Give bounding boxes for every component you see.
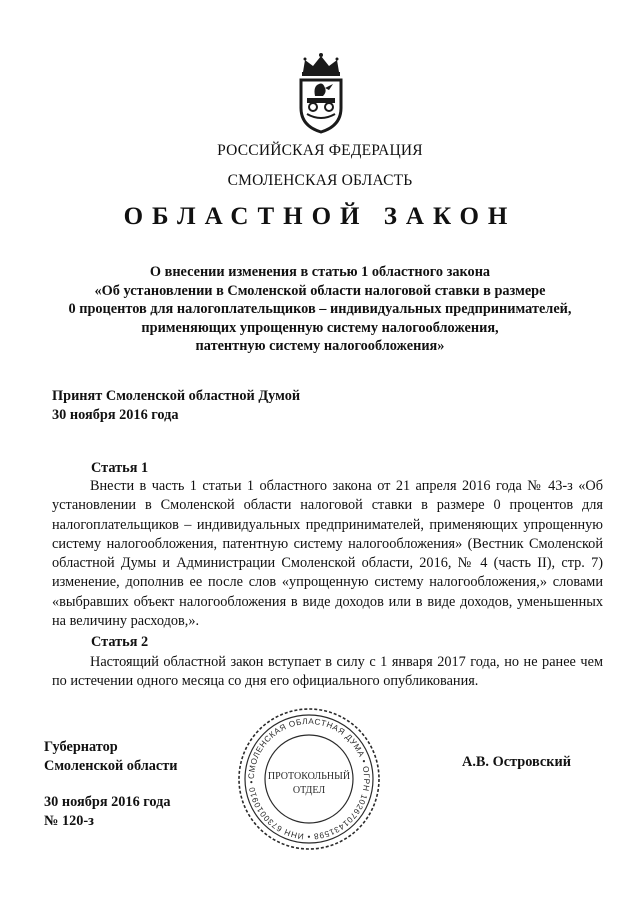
- law-title-line: патентную систему налогообложения»: [195, 338, 445, 355]
- law-date-number: [44, 793, 171, 831]
- article-2-title: Статья 2: [91, 634, 149, 650]
- law-title-line: применяющих упрощенную систему налогообложения,: [141, 319, 499, 336]
- seal-ring-text: СМОЛЕНСКАЯ ОБЛАСТНАЯ ДУМА • ОГРН 1026701431598 • ИНН 6730010910 •: [246, 716, 372, 842]
- region-name: СМОЛЕНСКАЯ ОБЛАСТЬ: [227, 172, 413, 189]
- document-type: ОБЛАСТНОЙ ЗАКОН: [123, 203, 517, 230]
- article-1-text: [52, 477, 603, 631]
- law-title-line: 0 процентов для налогоплательщиков – индивидуальных предпринимателей,: [68, 301, 572, 318]
- law-title-line: «Об установлении в Смоленской области налоговой ставки в размере: [94, 282, 546, 299]
- article-1-paragraph: Внести в часть 1 статьи 1 областного закона от 21 апреля 2016 года № 43-з «Об установлении в Смоленской области налоговой ставки в размере 0 процентов для налогоплательщиков – индивидуальных предпринимателей, применяющих упрощенную систему налогообложения, патентную систему налогообложения» (Вестник Смоленской областной Думы и Администрации Смоленской области, 2016, № 4 (часть II), стр. 7) изменение, дополнив ее после слов «упрощенную систему налогообложения,» словами «выбравших объект налогообложения в виде доходов или в виде доходов, уменьшенных на величину расходов,».: [52, 478, 603, 630]
- seal-center-line: ПРОТОКОЛЬНЫЙ: [267, 771, 351, 782]
- smolensk-coat-of-arms-icon: [289, 52, 353, 136]
- official-seal-stamp: [236, 706, 382, 852]
- article-2-paragraph: Настоящий областной закон вступает в силу с 1 января 2017 года, но не ранее чем по истечении одного месяца со дня его официального опубликования.: [52, 654, 603, 690]
- signatory-name: А.В. Островский: [462, 754, 571, 770]
- adoption-body: Принят Смоленской областной Думой: [52, 388, 301, 404]
- article-1-title: Статья 1: [91, 460, 149, 476]
- law-title-line: О внесении изменения в статью 1 областного закона: [149, 264, 491, 280]
- article-2-text: [52, 653, 603, 692]
- signatory-position-line: Смоленской области: [44, 758, 178, 774]
- country-name: РОССИЙСКАЯ ФЕДЕРАЦИЯ: [217, 142, 423, 159]
- law-date: 30 ноября 2016 года: [44, 794, 171, 810]
- signatory-position-line: Губернатор: [44, 739, 118, 755]
- adoption-note: [52, 387, 300, 425]
- adoption-date: 30 ноября 2016 года: [52, 407, 179, 423]
- seal-center-line: ОТДЕЛ: [292, 785, 326, 796]
- law-number: № 120-з: [44, 813, 94, 829]
- law-title: [30, 263, 610, 356]
- signatory-position: [44, 738, 178, 776]
